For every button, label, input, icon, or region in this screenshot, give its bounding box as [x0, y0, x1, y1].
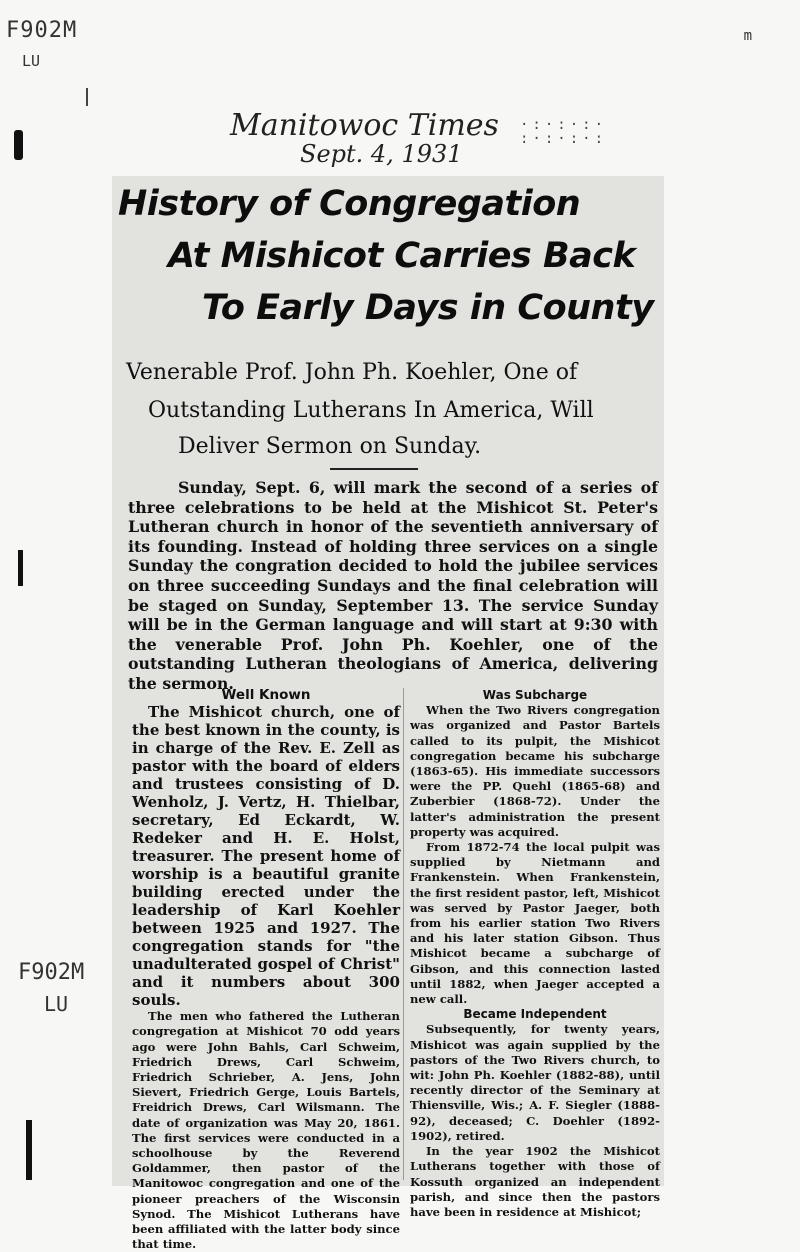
pen-tick-mark [86, 88, 88, 106]
left-paragraph-1: The Mishicot church, one of the best known in the county, is in charge of the Rev. E. Zell as pastor with the board of elders and trustees consisting of D. Wenholz, J. Vertz, H. Thielbar, secretary, Ed Eckardt, W. Redeker and H. E. Holst, treasurer. The present home of worship is a beautiful granite building erected under the leadership of Karl Koehler between 1925 and 1927. The congregation stands for "the unadulterated gospel of Christ" and it numbers about 300 souls. [132, 703, 400, 1010]
subhead-became-independent: Became Independent [463, 1007, 607, 1022]
source-date-handwritten: Sept. 4, 1931 [300, 140, 463, 168]
right-paragraph-1: When the Two Rivers congregation was organized and Pastor Bartels called to its pulpit, the Mishicot congregation became his subcharge (1863-65). His immediate successors were the PP. Quehl (1865-68) and Zuberbier (1868-72). Under the latter's administration the present property was acquired. [410, 703, 660, 839]
perforation-dots: ·:·:·:· :·:·:·: [520, 117, 608, 147]
binder-hole-mark [26, 1120, 32, 1180]
right-paragraph-3: Subsequently, for twenty years, Mishicot was again supplied by the pastors of the Two Rivers church, to wit: John Ph. Koehler (1882-88), until recently director of the Seminary at Thiensville, Wis.; A. F. Siegler (1888-92), deceased; C. Doehler (1892-1902), retired. [410, 1022, 660, 1143]
margin-note-lu: LU [44, 992, 69, 1016]
lead-paragraph [128, 478, 658, 694]
binder-hole-mark [18, 550, 23, 586]
source-paper-handwritten: Manitowoc Times [230, 108, 499, 143]
headline-line-1: History of Congregation [118, 184, 581, 224]
newspaper-clipping [112, 176, 664, 1252]
deck-line-1: Venerable Prof. John Ph. Koehler, One of [126, 360, 578, 385]
lead-text: Sunday, Sept. 6, will mark the second of a series of three celebrations to be held at the Mishicot St. Peter's Lutheran church in honor of the seventieth anniversary of its founding. Instead of holding three services on a single Sunday the congration decided to hold the jubilee services on three succeeding Sundays and the final celebration will be staged on Sunday, September 13. The service Sunday will be in the German language and will start at 9:30 with the venerable Prof. John Ph. Koehler, one of the outstanding Lutheran theologians of America, delivering the sermon. [128, 478, 658, 693]
column-divider [403, 688, 404, 1180]
margin-note-code: F902M [18, 960, 85, 985]
subhead-well-known: Well Known [221, 687, 311, 703]
margin-note-lu: LU [22, 52, 41, 70]
margin-note-code: F902M [6, 18, 78, 43]
right-column [410, 688, 660, 1220]
margin-note-right: m [743, 28, 752, 44]
deck-line-2: Outstanding Lutherans In America, Will [148, 398, 594, 423]
headline-line-2: At Mishicot Carries Back [168, 236, 636, 276]
right-paragraph-4: In the year 1902 the Mishicot Lutherans together with those of Kossuth organized an independent parish, and since then the pastors have been in residence at Mishicot; [410, 1144, 660, 1219]
headline-rule [330, 468, 418, 470]
subhead-was-subcharge: Was Subcharge [482, 688, 588, 702]
left-paragraph-2: The men who fathered the Lutheran congregation at Mishicot 70 odd years ago were John Bahls, Carl Schweim, Friedrich Drews, Carl Schweim, Friedrich Schrieber, A. Jens, John Sievert, Friedrich Gerge, Louis Bartels, Freidrich Drews, Carl Wilsmann. The date of organization was May 20, 1861. The first services were conducted in a schoolhouse by the Reverend Goldammer, then pastor of the Manitowoc congregation and one of the pioneer preachers of the Wisconsin Synod. The Mishicot Lutherans have been affiliated with the latter body since that time. [132, 1009, 400, 1252]
binder-hole-mark [14, 130, 23, 160]
right-paragraph-2: From 1872-74 the local pulpit was supplied by Nietmann and Frankenstein. When Frankenstein, the first resident pastor, left, Mishicot was served by Pastor Jaeger, both from his earlier station Two Rivers and his later station Gibson. Thus Mishicot became a subcharge of Gibson, and this connection lasted until 1882, when Jaeger accepted a new call. [410, 840, 660, 1007]
headline-line-3: To Early Days in County [202, 288, 654, 328]
deck-line-3: Deliver Sermon on Sunday. [178, 434, 482, 459]
left-column [132, 688, 400, 1252]
